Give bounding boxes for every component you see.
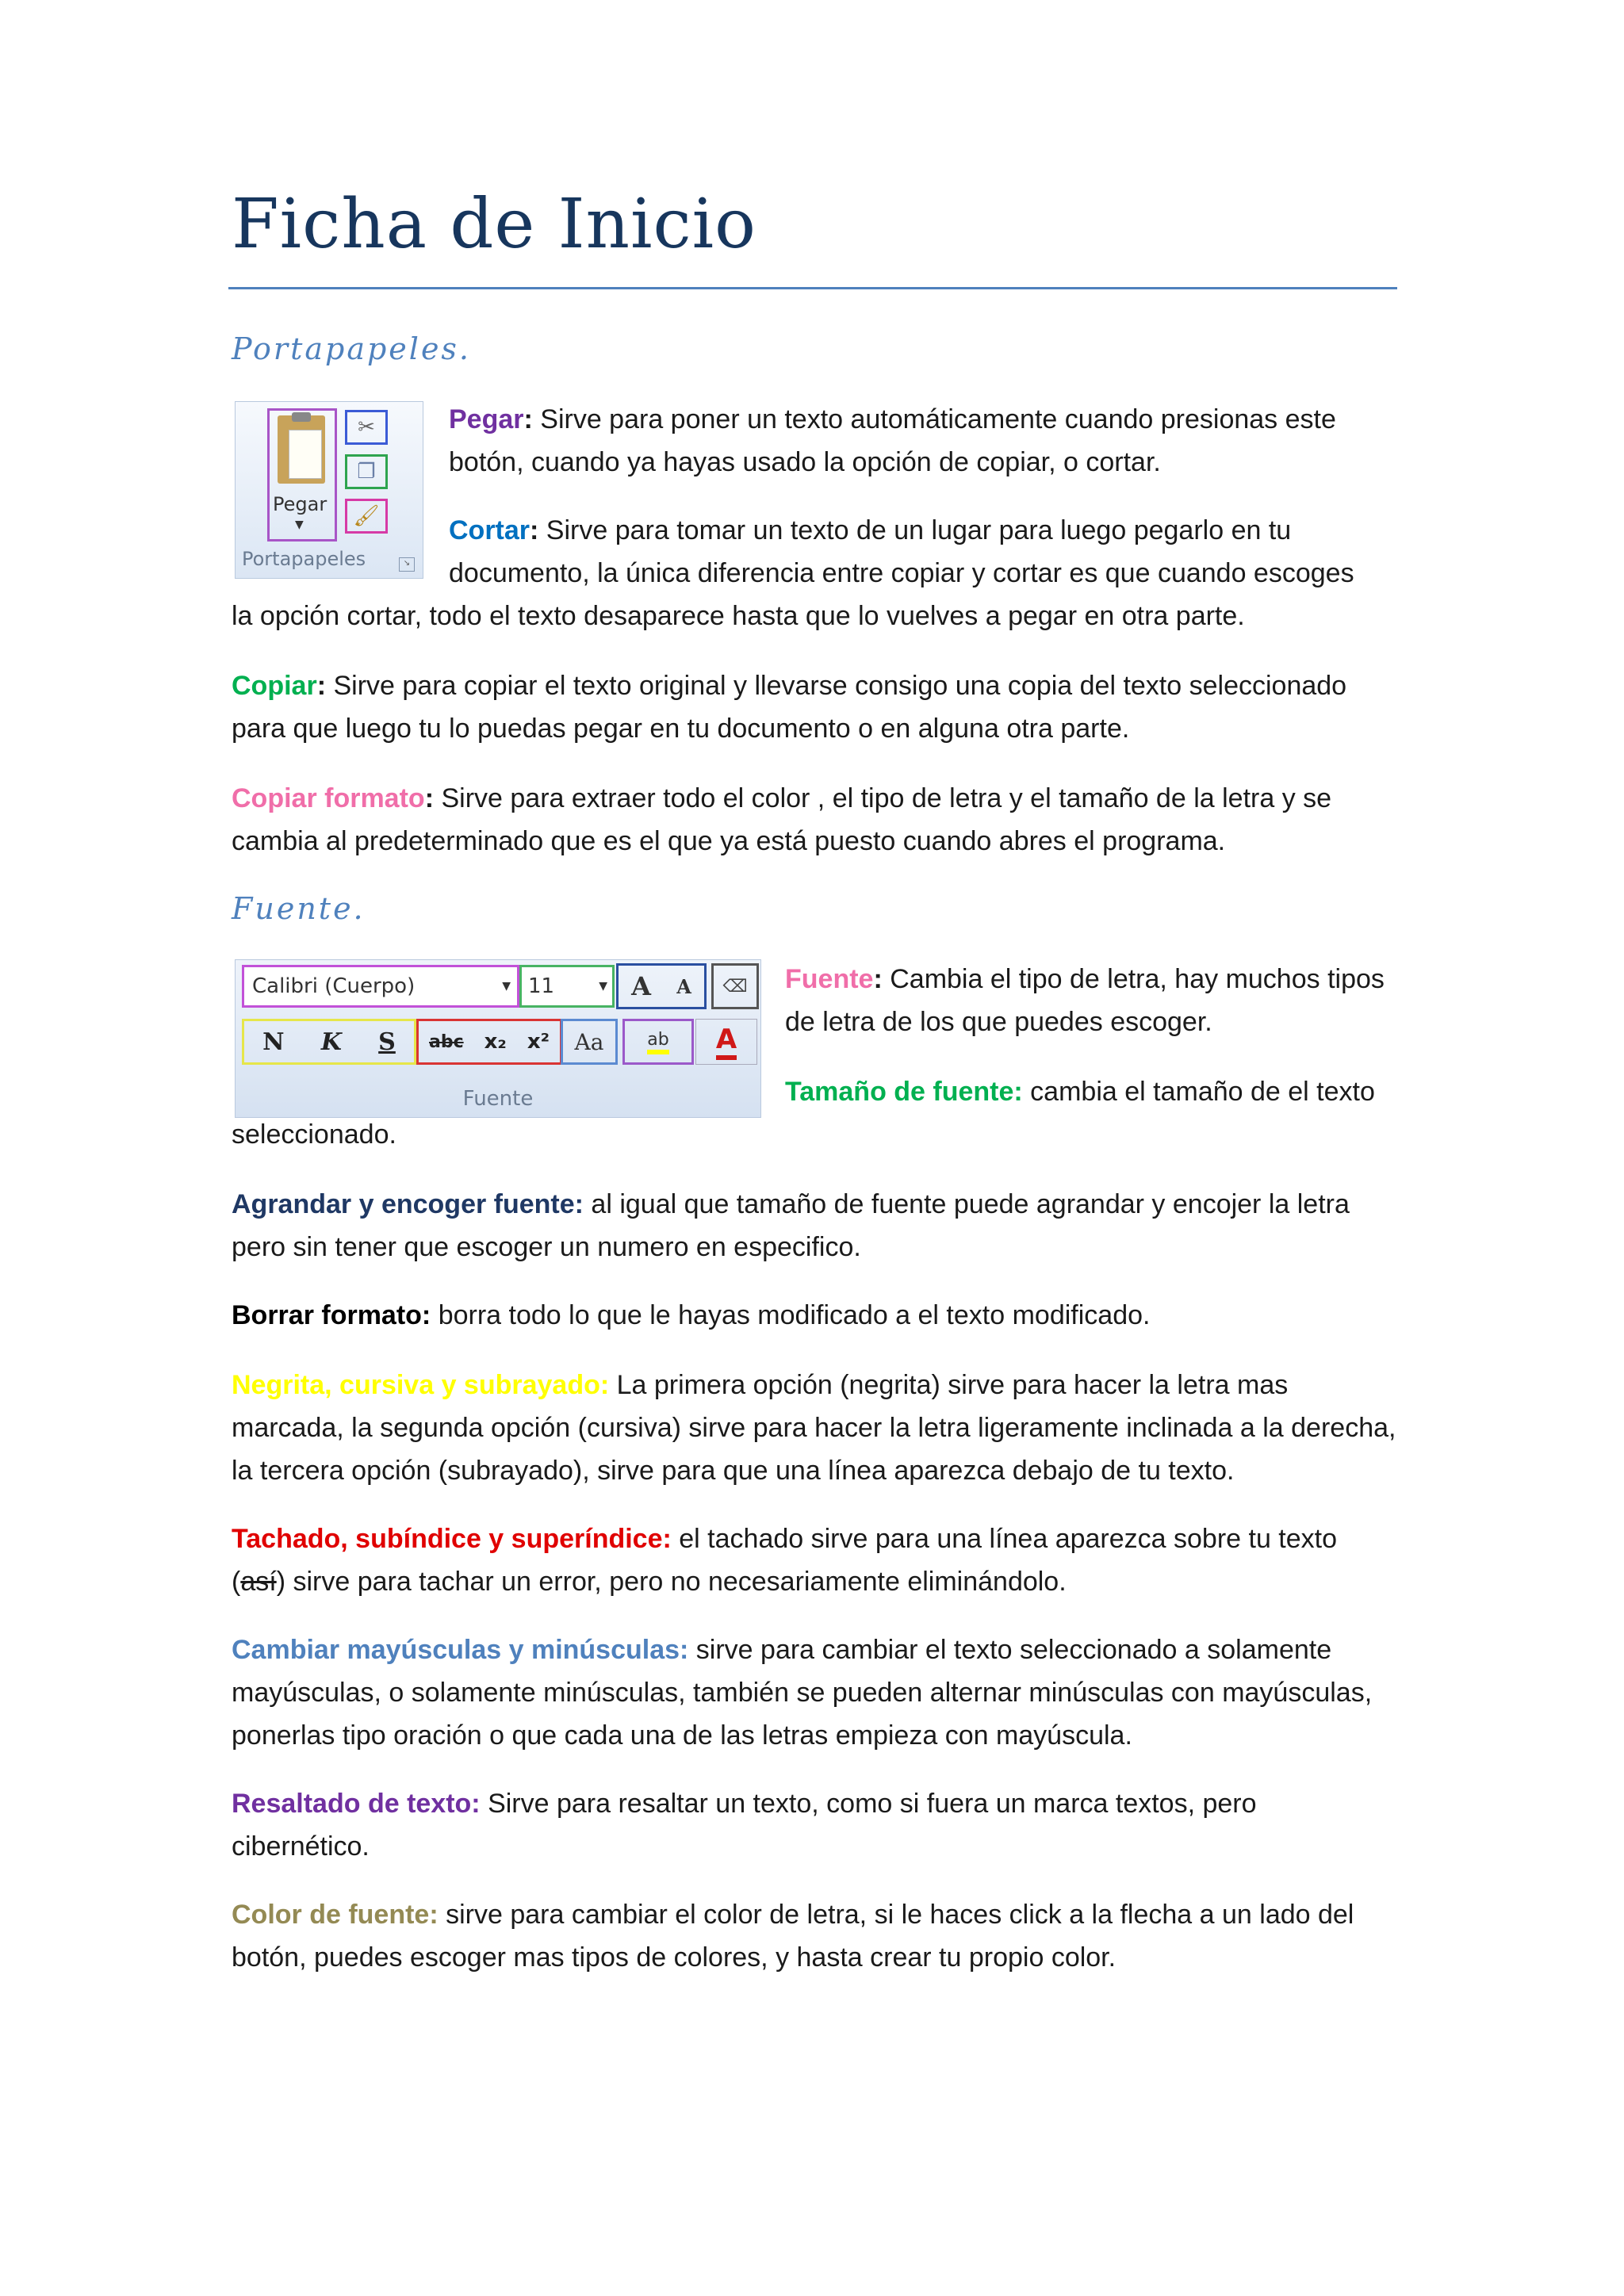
paragraph-resaltado (232, 1782, 1397, 1868)
text-copiar-formato: Sirve para extraer todo el color , el tipo de letra y el tamaño de la letra y se cambia al predeterminado que es el que ya está puesto cuando abres el programa. (232, 783, 1332, 856)
term-borrar: Borrar formato: (232, 1300, 431, 1330)
term-cortar: Cortar (449, 515, 530, 545)
paragraph-negrita (232, 1364, 1397, 1492)
text-agrandar: al igual que tamaño de fuente puede agrandar y encojer la letra pero sin tener que escoger un numero en especifico. (232, 1189, 1350, 1262)
term-pegar: Pegar (449, 404, 524, 434)
paragraph-pegar (449, 398, 1397, 484)
paragraph-color (232, 1893, 1397, 1979)
page-title: Ficha de Inicio (232, 185, 756, 264)
text-tamano: cambia el tamaño de el texto (1022, 1077, 1375, 1107)
text-fuente: Cambia el tipo de letra, hay muchos tipos de letra de los que puedes escoger. (785, 964, 1385, 1037)
text-tachado-struck: así (240, 1567, 277, 1597)
paste-dropdown-arrow-icon: ▼ (295, 519, 304, 531)
copy-icon: ❐ (345, 454, 388, 489)
chevron-down-icon: ▼ (502, 980, 511, 993)
highlight-label: ab (647, 1030, 668, 1054)
clipboard-group-label: Portapapeles (242, 548, 366, 570)
text-color: sirve para cambiar el color de letra, si le haces click a la flecha a un lado del botón, puedes escoger mas tipos de colores, y hasta crear tu propio color. (232, 1900, 1354, 1973)
font-group-image (235, 959, 761, 1118)
text-cortar: Sirve para tomar un texto de un lugar para luego pegarlo en tu documento, la única diferencia entre copiar y cortar es que cuando escoges (449, 515, 1354, 588)
dialog-launcher-icon: ↘ (399, 557, 415, 572)
text-pegar: Sirve para poner un texto automáticamente cuando presionas este botón, cuando ya hayas usado la opción de copiar, o cortar. (449, 404, 1336, 477)
font-color-label: A (716, 1024, 737, 1060)
term-copiar: Copiar (232, 671, 317, 701)
paragraph-tamano-cont (232, 1113, 1397, 1156)
paragraph-cortar (449, 509, 1397, 595)
clipboard-group-image (235, 401, 423, 579)
term-color: Color de fuente: (232, 1900, 439, 1930)
text-borrar: borra todo lo que le hayas modificado a el texto modificado. (431, 1300, 1151, 1330)
term-resaltado: Resaltado de texto: (232, 1789, 481, 1819)
paragraph-tamano (785, 1070, 1397, 1113)
paragraph-cortar-cont (232, 595, 1397, 637)
text-tamano-cont: seleccionado. (232, 1119, 396, 1150)
font-name-box (242, 965, 519, 1008)
paragraph-agrandar (232, 1183, 1397, 1269)
term-copiar-formato-colon: : (424, 783, 435, 813)
bold-icon: N (262, 1027, 285, 1056)
paragraph-copiar-formato (232, 777, 1397, 863)
underline-icon: S (378, 1027, 396, 1056)
paragraph-mayusculas (232, 1628, 1397, 1757)
paste-button-image (267, 408, 337, 541)
paragraph-fuente (785, 958, 1397, 1043)
text-tachado-before: el tachado sirve para una línea aparezca sobre tu texto ( (232, 1524, 1338, 1597)
font-name-value: Calibri (Cuerpo) (252, 974, 416, 998)
font-size-value: 11 (528, 974, 555, 998)
change-case-icon (561, 1019, 618, 1065)
term-copiar-colon: : (316, 671, 327, 701)
text-resaltado: Sirve para resaltar un texto, como si fuera un marca textos, pero cibernético. (232, 1789, 1257, 1862)
paragraph-tachado (232, 1517, 1397, 1603)
term-agrandar: Agrandar y encoger fuente: (232, 1189, 584, 1219)
grow-font-icon: A (631, 971, 651, 1001)
font-size-box (519, 965, 615, 1008)
bold-italic-underline-group (242, 1019, 416, 1065)
shrink-font-icon: A (676, 974, 691, 998)
strikethrough-icon: abc (429, 1031, 464, 1052)
term-tachado: Tachado, subíndice y superíndice: (232, 1524, 672, 1554)
title-underline (228, 287, 1397, 289)
superscript-icon: x² (527, 1030, 550, 1054)
paragraph-copiar (232, 664, 1397, 750)
term-cortar-colon: : (530, 515, 539, 545)
text-copiar: Sirve para copiar el texto original y llevarse consigo una copia del texto seleccionado para que luego tu lo puedas pegar en tu documento o en alguna otra parte. (232, 671, 1347, 744)
strike-sub-super-group (416, 1019, 562, 1065)
font-group-label: Fuente (462, 1087, 534, 1111)
format-painter-icon: 🖌 (345, 499, 388, 534)
scissors-icon: ✂ (345, 410, 388, 445)
font-color-icon (695, 1019, 757, 1065)
term-copiar-formato: Copiar formato (232, 783, 425, 813)
section-heading-fuente: Fuente. (232, 891, 366, 926)
chevron-down-icon: ▼ (599, 980, 607, 993)
text-negrita: La primera opción (negrita) sirve para hacer la letra mas marcada, la segunda opción (cursiva) sirve para hacer la letra ligeramente inclinada a la derecha, la tercera opción (subrayado), sirve para que una línea aparezca debajo de tu texto. (232, 1370, 1396, 1486)
term-mayusculas: Cambiar mayúsculas y minúsculas: (232, 1635, 689, 1665)
change-case-label: Aa (574, 1028, 604, 1055)
term-fuente-colon: : (873, 964, 883, 994)
term-fuente: Fuente (785, 964, 874, 994)
highlight-icon (622, 1019, 694, 1065)
clear-format-icon: ⌫ (711, 963, 759, 1009)
paragraph-borrar (232, 1294, 1397, 1337)
term-pegar-colon: : (523, 404, 533, 434)
clipboard-icon (278, 415, 325, 484)
term-negrita: Negrita, cursiva y subrayado: (232, 1370, 610, 1400)
term-tamano: Tamaño de fuente: (785, 1077, 1023, 1107)
text-cortar-cont: la opción cortar, todo el texto desaparece hasta que lo vuelves a pegar en otra parte. (232, 601, 1245, 631)
subscript-icon: x₂ (484, 1030, 507, 1054)
text-tachado-after: ) sirve para tachar un error, pero no necesariamente eliminándolo. (276, 1567, 1067, 1597)
grow-shrink-font-group (616, 963, 707, 1009)
italic-icon: K (320, 1027, 342, 1056)
paste-label: Pegar (273, 493, 327, 515)
section-heading-portapapeles: Portapapeles. (232, 331, 472, 366)
text-mayusculas: sirve para cambiar el texto seleccionado a solamente mayúsculas, o solamente minúsculas, también se pueden alternar minúsculas con mayúsculas, ponerlas tipo oración o que cada una de las letras empieza con mayúscula. (232, 1635, 1373, 1751)
